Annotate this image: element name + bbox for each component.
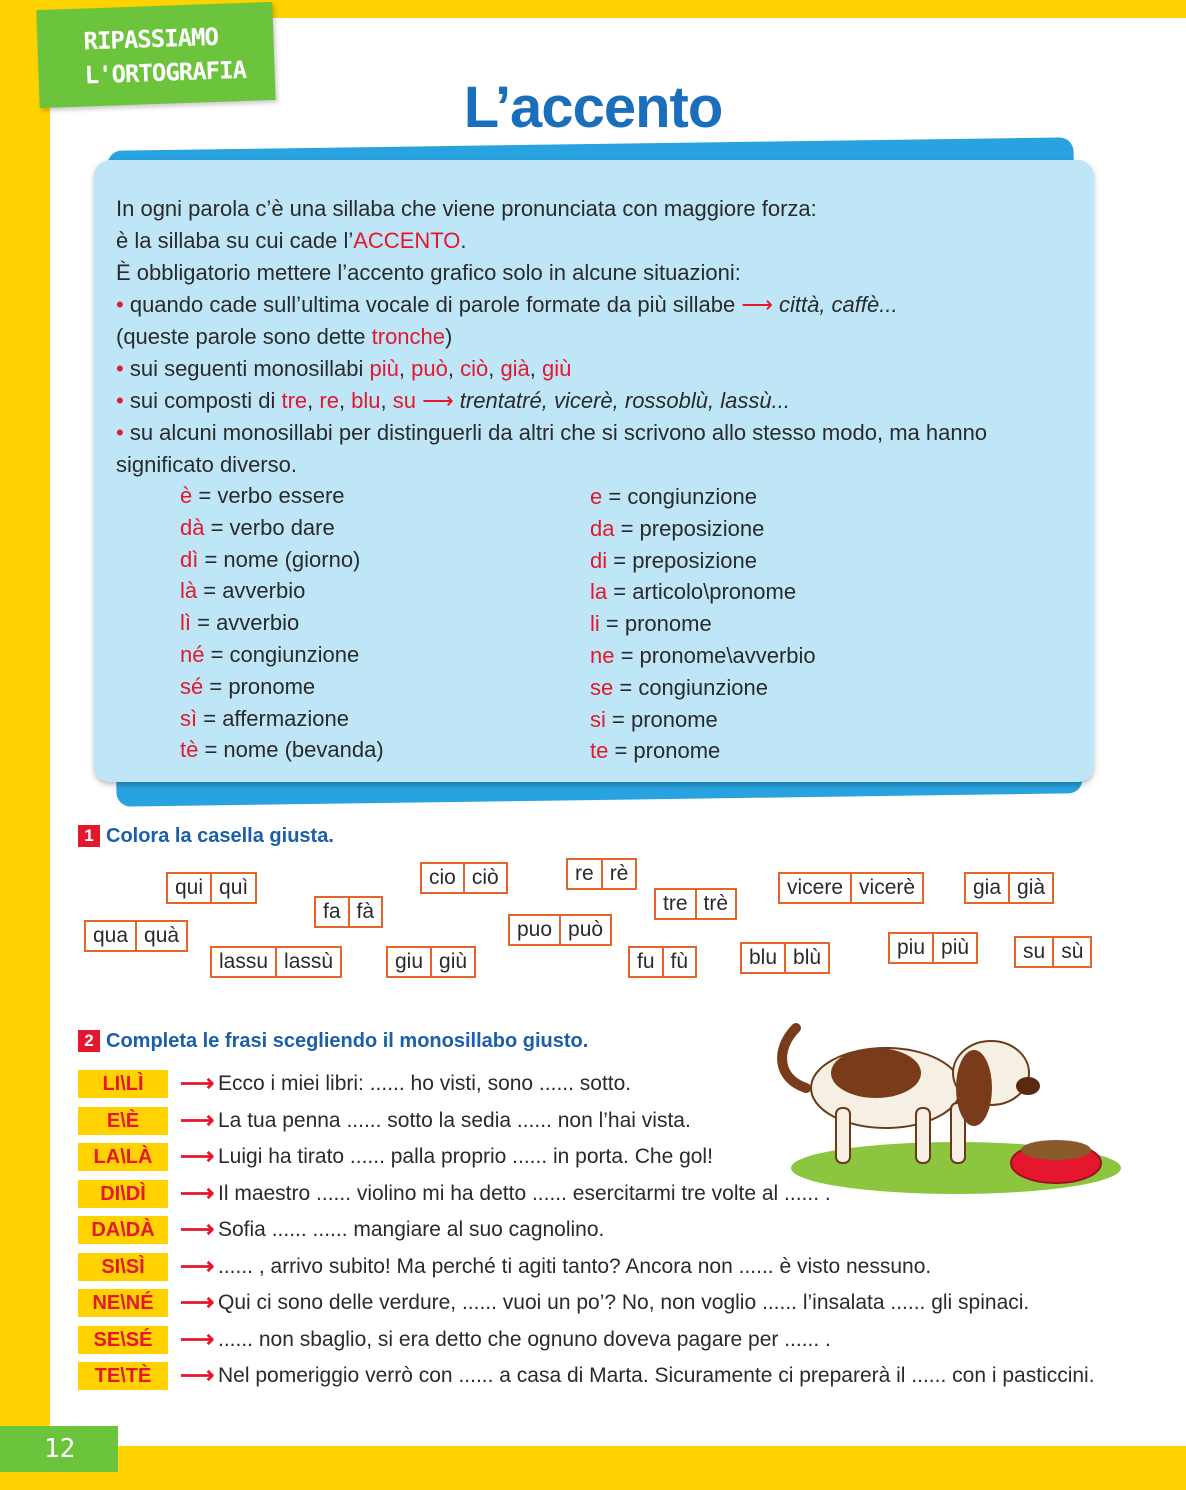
- option-without-accent[interactable]: piu: [897, 936, 926, 959]
- choice-box: [628, 946, 697, 978]
- info-line: È obbligatorio mettere l’accento grafico solo in alcune situazioni:: [116, 260, 741, 285]
- dog-spot: [831, 1048, 921, 1098]
- choice-box: [888, 932, 978, 964]
- dog-nose: [1016, 1077, 1040, 1095]
- monosyllable: te: [590, 738, 609, 764]
- arrow-icon: ⟶: [180, 1252, 215, 1280]
- sentence[interactable]: La tua penna ...... sotto la sedia ...... non l’hai vista.: [218, 1108, 691, 1132]
- sentence[interactable]: Qui ci sono delle verdure, ...... vuoi un po’? No, non voglio ...... l’insalata ...... gli spinaci.: [218, 1291, 1030, 1314]
- option-with-accent[interactable]: può: [559, 916, 610, 944]
- option-without-accent[interactable]: re: [575, 862, 594, 885]
- arrow-icon: ⟶: [422, 388, 454, 413]
- choice-box: [210, 946, 342, 978]
- arrow-icon: ⟶: [180, 1070, 215, 1097]
- choice-box: [314, 896, 383, 928]
- monosyllable-label: E\È: [78, 1107, 168, 1135]
- definition: = preposizione: [614, 515, 765, 541]
- monosyllable: di: [590, 547, 608, 573]
- option-without-accent[interactable]: fu: [637, 950, 655, 973]
- definition: = pronome: [608, 738, 721, 764]
- info-line: In ogni parola c’è una sillaba che viene pronunciata con maggiore forza:: [116, 196, 817, 221]
- accent-pair: [180, 547, 360, 573]
- info-line: (queste parole sono dette tronche): [116, 324, 453, 349]
- option-without-accent[interactable]: giu: [395, 950, 424, 973]
- sentence[interactable]: ...... , arrivo subito! Ma perché ti agiti tanto? Ancora non ...... è visto nessuno.: [218, 1254, 932, 1278]
- option-without-accent[interactable]: gia: [973, 876, 1002, 899]
- bottom-band: [0, 1446, 1186, 1490]
- choice-box: [84, 920, 188, 952]
- option-without-accent[interactable]: tre: [663, 892, 688, 915]
- info-line: • sui seguenti monosillabi più, può, ciò, già, giù: [116, 356, 572, 381]
- accent-pair: [590, 516, 764, 542]
- option-with-accent[interactable]: sù: [1052, 938, 1090, 966]
- definition: = verbo essere: [192, 483, 345, 508]
- accent-pair: [180, 706, 349, 732]
- monosyllable: li: [590, 611, 600, 637]
- definition: = affermazione: [197, 705, 349, 731]
- info-line: è la sillaba su cui cade l’ACCENTO.: [116, 228, 467, 253]
- option-with-accent[interactable]: quì: [210, 874, 255, 902]
- option-with-accent[interactable]: giù: [430, 948, 474, 976]
- accent-pair: [180, 642, 359, 668]
- option-with-accent[interactable]: vicerè: [850, 874, 922, 902]
- definition: = articolo\pronome: [607, 579, 797, 605]
- choice-box: [740, 942, 830, 974]
- dog-ear: [956, 1050, 992, 1126]
- page-number: 12: [0, 1426, 118, 1472]
- choice-box: [386, 946, 476, 978]
- definition: = nome (giorno): [198, 546, 361, 572]
- definition: = preposizione: [607, 547, 757, 573]
- definition: = congiunzione: [204, 642, 360, 667]
- page-title: L’accento: [463, 75, 723, 140]
- option-without-accent[interactable]: fa: [323, 900, 341, 923]
- choice-box: [508, 914, 612, 946]
- definition: = verbo dare: [204, 514, 335, 540]
- arrow-icon: ⟶: [180, 1325, 215, 1353]
- choice-box: [964, 872, 1054, 904]
- accent-pair: [590, 548, 757, 574]
- option-with-accent[interactable]: fù: [662, 948, 696, 976]
- accent-pair: [180, 578, 305, 604]
- info-line: • sui composti di tre, re, blu, su ⟶ trentatré, vicerè, rossoblù, lassù...: [116, 388, 790, 413]
- sentence[interactable]: Luigi ha tirato ...... palla proprio ...... in porta. Che gol!: [218, 1145, 713, 1168]
- accent-pair: [180, 515, 335, 541]
- definition: = pronome: [605, 706, 718, 732]
- dog-leg: [916, 1108, 930, 1163]
- monosyllable-label: NE\NÉ: [78, 1289, 168, 1317]
- choice-box: [1014, 936, 1092, 968]
- arrow-icon: ⟶: [180, 1362, 215, 1389]
- info-line: • su alcuni monosillabi per distinguerli da altri che si scrivono allo stesso modo, ma hanno: [116, 420, 988, 445]
- choice-box: [420, 862, 508, 894]
- monosyllable: dì: [180, 546, 199, 572]
- option-with-accent[interactable]: più: [932, 934, 976, 962]
- exercise1-title: 1 Colora la casella giusta.: [78, 825, 334, 848]
- accent-pair: [180, 737, 384, 763]
- definition: = avverbio: [191, 610, 300, 636]
- dog-leg: [836, 1108, 850, 1163]
- monosyllable-label: SI\SÌ: [78, 1253, 168, 1281]
- option-without-accent[interactable]: cio: [429, 866, 456, 889]
- accent-pair: [180, 483, 345, 509]
- monosyllable: da: [590, 515, 615, 541]
- monosyllable-label: LI\LÌ: [78, 1070, 168, 1098]
- accent-pair: [180, 610, 299, 636]
- monosyllable: ne: [590, 643, 615, 668]
- monosyllable: dà: [180, 514, 205, 540]
- monosyllable: là: [180, 578, 198, 604]
- accent-pair: [590, 707, 718, 733]
- choice-box: [166, 872, 257, 904]
- sentence[interactable]: ...... non sbaglio, si era detto che ognuno doveva pagare per ...... .: [218, 1327, 831, 1351]
- option-without-accent[interactable]: qua: [93, 924, 129, 947]
- dog-illustration: [766, 1018, 1126, 1198]
- option-without-accent[interactable]: puo: [517, 918, 553, 941]
- monosyllable: si: [590, 706, 606, 732]
- definition: = pronome: [599, 611, 712, 637]
- arrow-icon: ⟶: [180, 1179, 215, 1207]
- option-with-accent[interactable]: ciò: [463, 864, 506, 892]
- accent-pair: [590, 643, 816, 669]
- monosyllable-label: DI\DÌ: [78, 1180, 168, 1208]
- accent-pair: [590, 611, 712, 637]
- option-with-accent[interactable]: trè: [695, 890, 736, 918]
- monosyllable-label: LA\LÀ: [78, 1143, 168, 1171]
- monosyllable: e: [590, 484, 603, 509]
- arrow-icon: ⟶: [741, 292, 773, 317]
- accent-pair: [590, 738, 720, 764]
- sentence[interactable]: Sofia ...... ...... mangiare al suo cagnolino.: [218, 1218, 605, 1241]
- definition: = avverbio: [197, 578, 306, 604]
- sentence[interactable]: Ecco i miei libri: ...... ho visti, sono ...... sotto.: [218, 1072, 632, 1095]
- monosyllable-label: TE\TÈ: [78, 1362, 168, 1390]
- monosyllable: tè: [180, 737, 199, 763]
- option-without-accent[interactable]: vicere: [787, 876, 844, 899]
- definition: = pronome\avverbio: [614, 643, 816, 668]
- option-without-accent[interactable]: qui: [175, 876, 204, 899]
- section-tab-line2: L'ORTOGRAFIA: [84, 55, 247, 90]
- monosyllable: né: [180, 642, 205, 667]
- accent-pair: [590, 484, 757, 510]
- option-without-accent[interactable]: su: [1023, 940, 1046, 963]
- dog-tail: [782, 1028, 806, 1088]
- info-line: • quando cade sull’ultima vocale di parole formate da più sillabe ⟶ città, caffè...: [116, 292, 898, 317]
- sentence[interactable]: Nel pomeriggio verrò con ...... a casa di Marta. Sicuramente ci preparerà il ...... con i pasticcini.: [218, 1364, 1095, 1387]
- option-with-accent[interactable]: quà: [135, 922, 186, 950]
- option-with-accent[interactable]: già: [1008, 874, 1052, 902]
- definition: = congiunzione: [602, 484, 757, 509]
- monosyllable: lì: [180, 610, 191, 636]
- monosyllable: se: [590, 674, 614, 700]
- sentence[interactable]: Il maestro ...... violino mi ha detto ...... esercitarmi tre volte al ...... .: [218, 1181, 831, 1205]
- monosyllable: è: [180, 483, 193, 508]
- monosyllable-label: SE\SÉ: [78, 1326, 168, 1354]
- choice-box: [778, 872, 924, 904]
- option-without-accent[interactable]: blu: [749, 946, 778, 969]
- exercise2-title: 2 Completa le frasi scegliendo il monosillabo giusto.: [78, 1030, 588, 1053]
- monosyllable: la: [590, 579, 608, 605]
- option-without-accent[interactable]: lassu: [219, 950, 269, 973]
- option-with-accent[interactable]: blù: [784, 944, 828, 972]
- option-with-accent[interactable]: fà: [348, 898, 382, 926]
- monosyllable-label: DA\DÀ: [78, 1216, 168, 1244]
- definition: = nome (bevanda): [198, 737, 384, 763]
- dog-food: [1021, 1140, 1091, 1160]
- option-with-accent[interactable]: rè: [601, 860, 636, 888]
- accent-pair: [590, 675, 768, 701]
- option-with-accent[interactable]: lassù: [275, 948, 340, 976]
- monosyllable: sì: [180, 705, 198, 731]
- accent-pair: [590, 579, 796, 605]
- arrow-icon: ⟶: [180, 1216, 215, 1243]
- choice-box: [566, 858, 637, 890]
- monosyllable: sé: [180, 673, 204, 699]
- definition: = pronome: [203, 673, 316, 699]
- arrow-icon: ⟶: [180, 1106, 215, 1134]
- section-tab-line1: RIPASSIAMO: [82, 22, 219, 56]
- accent-pair: [180, 674, 315, 700]
- definition: = congiunzione: [613, 674, 768, 700]
- info-line: significato diverso.: [116, 452, 297, 477]
- arrow-icon: ⟶: [180, 1143, 215, 1170]
- choice-box: [654, 888, 737, 920]
- arrow-icon: ⟶: [180, 1289, 215, 1316]
